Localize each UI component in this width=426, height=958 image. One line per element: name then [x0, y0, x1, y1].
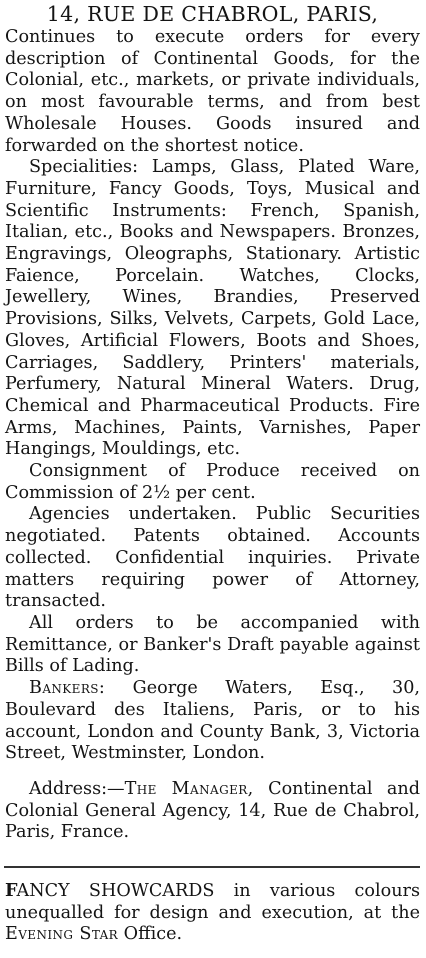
- address-text: Continental and Colonial General Agency, 14, Rue de Chabrol, Paris, France.: [5, 778, 420, 843]
- bankers-paragraph: [5, 678, 420, 765]
- specialities-paragraph: Specialities: Lamps, Glass, Plated Ware, Furniture, Fancy Goods, Toys, Musical and Scientific Instruments: French, Spanish, Italian, etc., Books and Newspapers. Bronzes, Engravings, Oleographs, Stationary. Artistic Faience, Porcelain. Watches, Clocks, Jewellery, Wines, Brandies, Preserved Provisions, Silks, Velvets, Carpets, Gold Lace, Gloves, Artificial Flowers, Boots and Shoes, Carriages, Saddlery, Printers' materials, Perfumery, Natural Mineral Waters. Drug, Chemical and Pharmaceutical Products. Fire Arms, Machines, Paints, Varnishes, Paper Hangings, Mouldings, etc.: [5, 157, 420, 460]
- showcards-dropcap: F: [5, 880, 17, 901]
- orders-paragraph: All orders to be accompanied with Remittance, or Banker's Draft payable against Bills of Lading.: [5, 612, 420, 677]
- agency-advertisement: [5, 1, 420, 844]
- showcards-text: [5, 880, 420, 946]
- address-manager: The Manager,: [124, 778, 254, 799]
- advert-heading: 14, RUE DE CHABROL, PARIS,: [46, 2, 379, 26]
- bankers-label: Bankers:: [29, 678, 106, 699]
- address-label: Address:—: [29, 778, 125, 799]
- consignment-paragraph: Consignment of Produce received on Commission of 2½ per cent.: [5, 461, 420, 503]
- bankers-text: George Waters, Esq., 30, Boulevard des Italiens, Paris, or to his account, London and County Bank, 3, Victoria Street, Westminster, London.: [5, 678, 420, 764]
- office-suffix: Office.: [118, 924, 183, 945]
- advert-intro: Continues to execute orders for every description of Continental Goods, for the Colonial, etc., markets, or private individuals, on most favourable terms, and from best Wholesale Houses. Goods insured and forwarded on the shortest notice.: [5, 27, 420, 156]
- office-name: Evening Star: [5, 924, 119, 945]
- address-paragraph: [5, 779, 420, 844]
- column-divider: [4, 866, 420, 868]
- showcards-advertisement: [5, 880, 420, 946]
- showcards-body: ANCY SHOWCARDS in various colours unequalled for design and execution, at the: [5, 881, 420, 923]
- agencies-paragraph: Agencies undertaken. Public Securities negotiated. Patents obtained. Accounts collected. Confidential inquiries. Private matters requiring power of Attorney, transacted.: [5, 504, 420, 612]
